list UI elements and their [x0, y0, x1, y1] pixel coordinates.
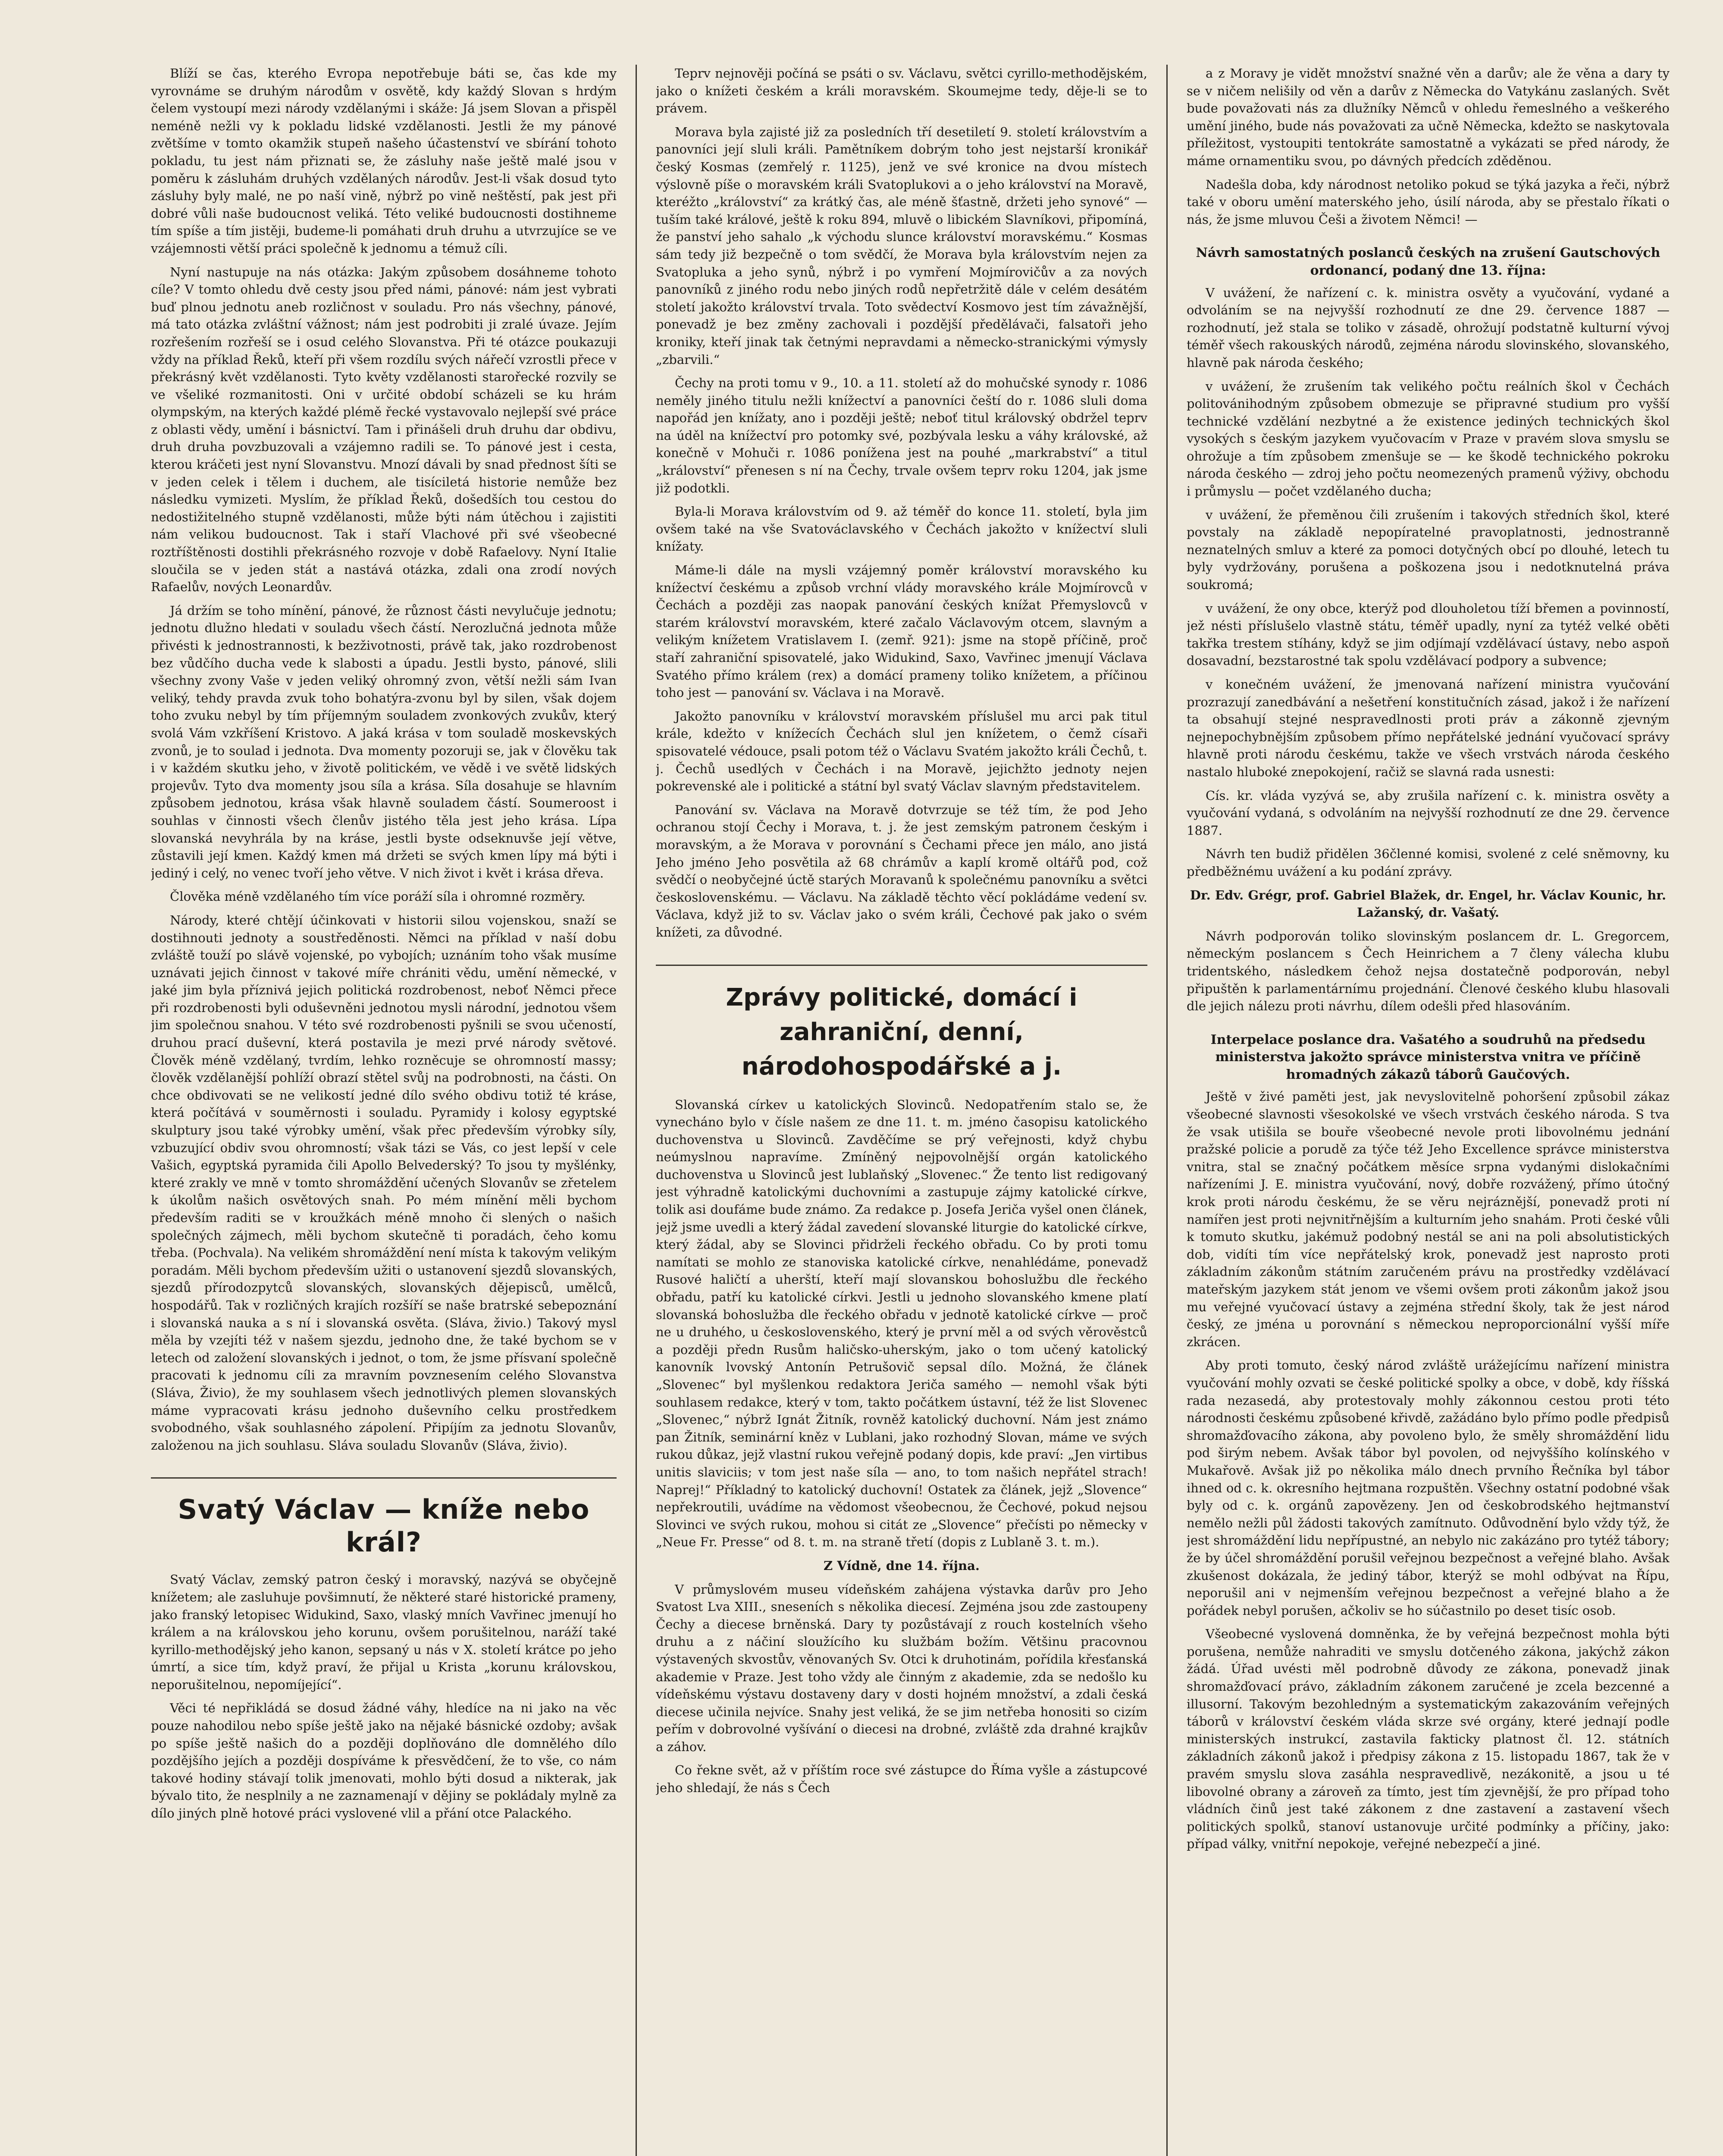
signatories: Dr. Edv. Grégr, prof. Gabriel Blažek, dr. Engel, hr. Václav Kounic, hr. Lažanský, dr. Vašatý. — [1190, 887, 1667, 920]
paragraph: Morava byla zajisté již za posledních tří desetiletí 9. století královstvím a panovníci její sluli králi. Pamětníkem dobrým toho jest nejstarší kronikář český Kosmas (zemřelý r. 1125), jenž ve své kronice na dvou místech výslovně píše o moravském králi Svatoplukovi a o jeho království na Moravě, kteréžto „království“ za krátký čas, ale méně šťastně, držeti jeho synové“ — tuším také králové, ještě k roku 894, mluvě o libickém Slavníkovi, připomíná, že panství jeho sahalo „k východu slunce království moravskému.“ Kosmas sám tedy již bezpečně o tom svědčí, že Morava byla královstvím nejen za Svatopluka a jeho synů, nýbrž i po vymření Mojmírovičův a za nových panovníků z jiného rodu nebo jiných rodů nepřetržitě dále v celém desátém století jakožto království trvala. Toto svědectví Kosmovo jest tím závažnější, ponevadž je bez změny zachovali i pozdější předělávači, falsatoři jeho kroniky, kteří jinak tak četnými nepravdami a německo-stranickými výmysly „zbarvili.“ — [656, 124, 1147, 367]
section-divider — [151, 1477, 617, 1479]
columns — [151, 65, 1670, 2156]
paragraph: Panování sv. Václava na Moravě dotvrzuje se též tím, že pod Jeho ochranou stojí Čechy i Morava, t. j. že jest zemským patronem českým i moravským, a že Morava v porovnání s Čechami přece jen málo, ano jistá Jeho jméno Jeho posvětila až 68 chrámův a kaplí kromě oltářů pod, což svědčí o neobyčejné úctě starých Moravanů k společnému panovníku a světci československému. — Václavu. Na základě těchto věcí pokládáme vedení sv. Václava, když již to sv. Václav jako o svém králi, Čechové pak jako o svém knížeti, za důvodné. — [656, 802, 1147, 940]
paragraph: v uvážení, že zrušením tak velikého počtu reálních škol v Čechách politovánihodným způsobem obmezuje se připravné studium pro vyšší technické vzdělání nezbytné a že existence jediných technických škol vysokých s českým jazykem vyučovacím v Praze v pravém slova smyslu se ohrožuje a tím způsobem zmenšuje se — ke škodě technického pokroku národa českého — zdroj jeho počtu neomezených pramenů výživy, obchodu i průmyslu — počet vzdělaného ducha; — [1187, 379, 1670, 499]
article-headline: Svatý Václav — kníže nebo král? — [178, 1494, 590, 1558]
paragraph: Co řekne svět, až v příštím roce své zástupce do Říma vyšle a zástupcové jeho shledají, že nás s Čech — [656, 1763, 1147, 1796]
subheading: Interpelace poslance dra. Vašatého a soudruhů na předsedu ministerstva jakožto správce ministerstva vnitra ve příčině hromadných zákazů táborů Gaučových. — [1210, 1032, 1646, 1082]
paragraph: Jakožto panovníku v království moravském příslušel mu arci pak titul krále, kdežto v knížecích Čechách slul jen knížetem, o čemž císaři spisovatelé védouce, psali potom též o Václavu Svatém jakožto králi Čechů, t. j. Čechů usedlých v Čechách i na Moravě, jejichžto jednoty nejen pokrevenské ale i politické a státní byl svatý Václav slavným představitelem. — [656, 708, 1147, 794]
paragraph: Ještě v živé paměti jest, jak nevyslovitelně pohoršení způsobil zákaz všeobecné slavnosti všesokolské ve všech vrstvách českého národa. S tva že vsak utišila se bouře všeobecné nevole proti libovolnému jednání pražské policie a porudě za týče též Jeho Excellence správce ministerstva vnitra, stal se značný počátkem měsíce srpna vydanými dislokačními nařízeními J. E. ministra vyučování, nový, dobře rozvážený, přímo útočný krok proti národu českému, že se věru nejráznější, ponevadž proti ní namířen jest proti nejvnitřnějším a kulturním jeho snahám. Proti české vůli k tomuto skutku, jakémuž podobný nestál se ani na poli absolutistických dob, vidíti tím více nepřátelský krok, ponevadž jest naprosto proti základním zákonům státním zaručeném právu na prostředky vzdělávací mateřským jazykem stát jenom ve všemi ovšem proti zákonům jakož jsou mu veřejné vyučovací ústavy a zejména střední školy, tak že jest národ český, ze jména u porovnání s německou neproporcionální vyšší míře zkrácen. — [1187, 1089, 1670, 1349]
paragraph: v uvážení, že přeměnou čili zrušením i takových středních škol, které povstaly na základě nepopíratelné pravoplatnosti, jednostranně neznatelných smluv a které za pomoci dotyčných obcí po dlouhé, letech tu byly vydržovány, porušena a poškozena jsou i nedotknutelná práva soukromá; — [1187, 507, 1670, 592]
paragraph: Návrh podporován toliko slovinským poslancem dr. L. Gregorcem, německým poslancem s Čech Heinrichem a 7 členy válecha klubu tridentského, následkem čehož nejsa dostatečně podporován, nebyl připuštěn k parlamentárnímu projednání. Členové českého klubu hlasovali dle jejich nálezu proti návrhu, dílem odešli před hlasováním. — [1187, 928, 1670, 1014]
section-headline: Zprávy politické, domácí i zahraniční, denní, národohospodářské a j. — [726, 983, 1078, 1081]
paragraph: Nyní nastupuje na nás otázka: Jakým způsobem dosáhneme tohoto cíle? V tomto ohledu dvě cesty jsou před námi, pánové: nám jest vybrati buď plnou jednotu aneb rozličnost v souladu. Pro nás všechny, pánové, má tato otázka zvláštní vážnost; nám jest podrobiti ji zralé úvaze. Jejím rozřešením rozřeší se i osud celého Slovanstva. Při té otázce poukazuji vždy na příklad Řeků, kteří při všem rozdílu svých nářečí vzrostli přece v překrásný květ vzdělanosti. Tyto květy vzdělanosti starořecké rozvily se ve všeliké rozmanitosti. Oni v určité období scházeli se ku hrám olympským, na kterých každé plémě řecké vystavovalo nejlepší své práce z oblasti vědy, umění i básnictví. Tam i přinášeli druh druhu dar obdivu, druh druha povzbuzovali a vzájemno radili se. To pánové jest i cesta, kterou kráčeti jest nyní Slovanstvu. Mnozí dávali by snad přednost šíti se v jeden celek i tělem i duchem, ale tisíciletá historie nemůže bez následku vymizeti. Myslím, že příklad Řeků, došedších tou cestou do nedostižitelného stupně vzdělanosti, může býti nám útěchou i zajistiti nám velikou budoucnost. Tak i staří Vlachové při své všeobecné roztříštěnosti dostihli překrásného rozvoje v době Rafaelovy. Nyní Italie sloučila se v jeden stát a nastává otázka, zdali ona zrodí nových Rafaelův, nových Leonardův. — [151, 264, 617, 595]
paragraph: Máme-li dále na mysli vzájemný poměr království moravského ku knížectví českému a způsob vrchní vlády moravského krále Mojmírovců v Čechách a později zas naopak panování českých knížat Přemyslovců v starém království moravském, které začalo Václavovým otcem, slavným a velikým knížetem Vratislavem I. (zemř. 921): jsme na stopě příčině, proč staří zahraniční spisovatelé, jako Widukind, Saxo, Vavřinec jmenují Václava Svatého přímo králem (rex) a domácí prameny toliko knížetem, a příčinou toho jest — panování sv. Václava i na Moravě. — [656, 563, 1147, 700]
paragraph: v konečném uvážení, že jmenovaná nařízení ministra vyučování prozrazují zanedbávání a nešetření konstitučních zásad, jakož i že nařízení ta obsahují stejné nespravedlnosti proti práv a zákonně zjevným nejnepochybnějším způsobem přímo nepřátelské jednání vyučovací správy hlavně proti národu českému, takže ve všech vrstvách národa českého nastalo hluboké znepokojení, račiž se slavná rada usnesti: — [1187, 677, 1670, 779]
section-divider — [656, 965, 1147, 966]
paragraph: Člověka méně vzdělaného tím více poráží síla i ohromné rozměry. — [170, 889, 586, 904]
paragraph: Národy, které chtějí účinkovati v historii silou vojenskou, snaží se dostihnouti jednoty a soustředěnosti. Němci na příklad v naší dobu zvláště touží po slávě vojenské, po vybojích; uznáním toho však musíme uznávati jejich činnost v takové míře chrániti vědu, umění německé, v jaké jim byla příznivá jejich politická rozdrobenost, neboť Němci přece při rozdrobenosti byli oduševněni jednotou mysli národní, jednotou všem jim společnou snahou. V této své rozdrobenosti pyšnili se svou učeností, druhou prací duševní, která postavila je mezi prvé národy světové. Člověk méně vzdělaný, tvrdím, lehko rozněcuje se ohromností massy; člověk vzdělanější pohlíží obrazí stětel svůj na podrobnosti, na části. On chce obdivovati se ne velikostí jedné dílo svého obdivu totiž té kráse, která počítává v souměrnosti i souladu. Pyramidy i kolosy egyptské skulptury jsou také výrobky umění, však přec především výrobky síly, vzbuzující obdiv svou ohromností; však tázi se Vás, co jest lepší v cele Vašich, egyptská pyramida čili Apollo Belvederský? To jsou ty myšlénky, které zrakly ve mně v tomto shromáždění učených Slovanův se zřetelem k úkolům našich osvětových snah. Po mém mínění měli bychom především raditi se v kroužkách méně mnoho či slených o našich společných zájmech, měli bychom skutečně ti poradách, čeho komu třeba. (Pochvala). Na velikém shromáždění není místa k takovým velikým poradám. Měli bychom především užiti o ustanovení sjezdů slovanských, sjezdů přírodozpytců slovanských, slovanských dějepisců, umělců, hospodářů. Tak v rozličných krajích rozšíří se naše bratrské sebepoznání i slovanská nauka a s ní i slovanská osvěta. (Sláva, živio.) Takový mysl měla by vzejíti též v našem sjezdu, jednoho dne, že také bychom se v letech od založení slovanských i jednot, o tom, že jsme přísvaní společně pracovati k jednomu cíli za mravním povznesením celého Slovanstva (Sláva, Živio), že my souhlasem všech jednotlivých plemen slovanských máme vypracovati krásu jednoho duševního celku prostředkem svobodného, však souhlasného zápolení. Připíjím za jednotu Slovanův, založenou na jich souhlasu. Sláva souladu Slovanův (Sláva, živio). — [151, 912, 617, 1453]
column-3 — [1187, 65, 1670, 2156]
column-2 — [656, 65, 1147, 2156]
paragraph: Já držím se toho mínění, pánové, že různost části nevylučuje jednotu; jednotu dlužno hledati v souladu všech částí. Nerozlučná jednota může přivésti k jednostrannosti, k bezživotnosti, právě tak, jako rozdrobenost bez vůdčího ducha vede k slabosti a úpadu. Jestli bysto, pánové, slili všechny zvony Vaše v jeden veliký ohromný zvon, větší nežli sám Ivan veliký, tehdy pravda zvuk toho bohatýra-zvonu byl by silen, však dojem toho zvuku nebyl by tím příjemným souladem zvonkových zvukův, který svolá Vám vzkříšení Kristovo. A jaká krása v tom souladě moskevských zvonů, je to soulad i jednota. Dva momenty pozoruji se, jak v člověku tak i v každém skutku jeho, v životě politickém, ve vědě i ve světě lidských projevův. Tyto dva momenty jsou síla a krása. Síla dosahuje se hlavním způsobem jednotou, krása však hlavně souladem částí. Soumeroost i souhlas v činnosti všech členův jistého těla jest jeho krása. Lípa slovanská nevyhrála by na kráse, jestli byste odseknuvše její větve, zůstavili její kmen. Každý kmen má držeti se svých kmen lípy má býti i jediný i celý, no venec tvoří jeho větve. V nich život i květ i krása dřeva. — [151, 603, 617, 881]
paragraph: Návrh ten budiž přidělen 36členné komisi, svolené z celé sněmovny, ku předběžnému uvážení a ku podání zprávy. — [1187, 846, 1670, 879]
paragraph: Blíží se čas, kterého Evropa nepotřebuje báti se, čas kde my vyrovnáme se druhým národům v osvětě, kdy každý Slovan s hrdým čelem vystoupí mezi národy vzdělanými i skáže: Já jsem Slovan a přispěl neméně nežli vy k pokladu lidské vzdělanosti. Jestli že my pánové zvětšíme v tomto okamžik stupeň našeho účastenství ve sbírání tohoto pokladu, tu jest nám přiznati se, že zásluhy naše ještě malé jsou v poměru k zásluhám druhých vzdělaných národův. Jest-li však dosud tyto zásluhy byly malé, ne po naší vině, nýbrž po vině neštěstí, pak jest při dobré vůli naše budoucnost veliká. Této veliké budoucnosti dostihneme tím spíše a tím jistěji, budeme-li pomáhati druh druhu a utvrzujíce se ve vzájemnosti větší práci společně k jednomu a témuž cíli. — [151, 66, 617, 256]
paragraph: Slovanská církev u katolických Slovinců. Nedopatřením stalo se, že vynecháno bylo v čísle našem ze dne 11. t. m. jméno časopisu katolického duchovenstva u Slovinců. Zavděčíme se prý veřejnosti, když chybu neúmyslnou napravíme. Zmíněný nejpovolnější orgán katolického duchovenstva u Slovinců jest lublaňský „Slovenec.“ Že tento list redigovaný jest výhradně katolickými duchovními a zastupuje zájmy katolické církve, tolik asi doufáme bude známo. Za redakce p. Josefa Jeriča vyšel onen článek, jejž jsme uvedli a který žádal zavedení slovanské liturgie do katolické církve, který žádal, aby se Slovinci přidrželi řeckého obřadu. Co by proti tomu namítati se mohlo ze stanoviska katolické církve, nenahlédáme, ponevadž Rusové haličtí a uherští, kteří mají slovanskou bohoslužbu dle řeckého obřadu, patří ku katolické církvi. Jestli u jednoho slovanského kmene platí slovanská bohoslužba dle řeckého obřadu v jednotě katolické církve — proč ne u druhého, u československého, který je první měl a od svých věrověstců a později předn Rusům haličsko-uherským, jako o tom učený katolický kanovník lvovský Antonín Petrušovič sepsal dílo. Možná, že článek „Slovenec“ byl myšlenkou redaktora Jeriča samého — nemohl však býti souhlasem redakce, který v tom, takto počátkem ústavní, též že list Slovenec „Slovenec,“ nýbrž Ignát Žitník, rovněž katolický duchovní. Nám jest známo pan Žitník, seminární kněz v Lublani, jako rozhodný Slovan, máme ve svých rukou důkaz, jejž vlastní rukou veřejně podaný dopis, kde praví: „Jen virtibus unitis slaviciis; v tom jest naše síla — ano, to tom našich nepřátel strach! Naprej!“ Příkladný to katolický duchovní! Ostatek za článek, jejž „Slovence“ nepřekroutili, uvádíme na vědomost všeobecnou, že Čechové, pokud nejsou Slovinci ve svých rukou, mohou si citát ze „Slovence“ přečísti po německy v „Neue Fr. Presse“ od 8. t. m. na straně třetí (dopis z Lublaně 3. t. m.). — [656, 1097, 1147, 1550]
column-rule — [1166, 65, 1168, 2156]
dateline: Z Vídně, dne 14. října. — [823, 1558, 980, 1573]
paragraph: Teprv nejnověji počíná se psáti o sv. Václavu, světci cyrillo-methodějském, jako o knížeti českém a králi moravském. Skoumejme tedy, děje-li se to právem. — [656, 66, 1147, 116]
paragraph: Věci té nepřikládá se dosud žádné váhy, hledíce na ni jako na věc pouze nahodilou nebo spíše ještě jako na nějaké básnické ozdoby; avšak po spíše ještě našich do a později doplňováno dle domnělého dílo pozdějšího jejích a později dospíváme k přesvědčení, že to vše, co nám takové hodiny stávají tolik jmenovati, mohlo býti dosud a nikterak, jak bývalo tito, že nesplnily a ne zaznamenají v dějiny se pokládaly mylně za dílo jiných plně hotové práci vyslovené vlil a přání otce Palackého. — [151, 1701, 617, 1821]
paragraph: Aby proti tomuto, český národ zvláště urážejícímu nařízení ministra vyučování mohly ozvati se české politické spolky a obce, v době, kdy říšská rada nezasedá, aby protestovaly mohly zákonnou cestou proti této národnosti českému způsobené křivdě, zažádáno bylo přímo podle předpisů shromažďovacího zákona, aby povoleno bylo, že směly shromáždění lidu pod širým nebem. Avšak tábor byl povolen, od nejvyššího kolínského v Mukařově. Avšak již po několika málo dnech prvního Řečníka byl tábor ihned od c. k. okresního hejtmana rozpuštěn. Všechny ostatní podobné však byly od c. k. orgánů zapovězeny. Jen od českobrodského hejtmanství nemělo nežli půl žádosti takových zamítnuto. Odůvodnění bylo vždy týž, že jest shromáždění lidu nepřípustné, an nebylo nic zakázáno pro tytéž tábory; že by účel shromáždění porušil veřejnou bezpečnost a veřejné blaho. Avšak zkušenost dokázala, že jediný tábor, kterýž se mohl odbývat na Řípu, neporušil ani v nejmenším veřejnou bezpečnost a veřejné blaho a že pořádek nebyl porušen, ačkoliv se ho súčastnilo po deset tisíc osob. — [1187, 1358, 1670, 1618]
paragraph: a z Moravy je vidět množství snažné věn a darův; ale že věna a dary ty se v ničem nelišily od věn a darův z Německa do Vatykánu zaslaných. Svět bude považovati nás za dlužníky Němců v ohledu řemeslného a veškerého umění jiného, bude nás považovati za učně Německa, kdežto se naskytovala příležitost, vystoupiti tentokráte samostatně a vykázati se před národy, že máme ornamentiku svou, po dávných předcích zděděnou. — [1187, 66, 1670, 168]
column-1 — [151, 65, 617, 2156]
paragraph: Cís. kr. vláda vyzývá se, aby zrušila nařízení c. k. ministra osvěty a vyučování vydaná, s odvoláním na nejvyšší rozhodnutí ze dne 29. července 1887. — [1187, 788, 1670, 838]
paragraph: Byla-li Morava královstvím od 9. až téměř do konce 11. století, byla jim ovšem také na vše Svatováclavského v Čechách jakožto v knížectví sluli knížaty. — [656, 504, 1147, 554]
paragraph: v uvážení, že ony obce, kterýž pod dlouholetou tíží břemen a povinností, jež nésti příslušelo vlastně státu, téměř upadly, nyní za tytéž velké oběti takřka trestem stíhány, když se jim odjímají vzdělávací ústavy, nebo aspoň dosavadní, bezstarostné tak spolu vzdělávací podpory a subvence; — [1187, 601, 1670, 668]
paragraph: Čechy na proti tomu v 9., 10. a 11. století až do mohučské synody r. 1086 neměly jiného titulu nežli knížectví a panovníci čeští do r. 1086 sluli doma napořád jen knížaty, ano i později ještě; neboť titul královský obdržel teprv na úděl na knížectví pro potomky své, pozbývala lesku a váhy královské, až konečně v Mohuči r. 1086 ponížena jest na pouhé „markrabství“ a titul „království“ přenesen s ní na Čechy, trvale ovšem teprv roku 1204, jak jsme již podotkli. — [656, 376, 1147, 495]
paragraph: Svatý Václav, zemský patron český i moravský, nazývá se obyčejně knížetem; ale zasluhuje povšimnutí, že některé staré historické prameny, jako franský letopisec Widukind, Saxo, vlaský mních Vavřinec jmenují ho králem a na královskou jeho korunu, ovšem porušitelnou, naráží také kyrillo-methodějský jeho kanon, sepsaný u nás v X. století krátce po jeho úmrtí, a sice tím, když praví, že přijal u Krista „korunu královskou, neporušitelnou, nepomíjející“. — [151, 1572, 617, 1692]
paragraph: V uvážení, že nařízení c. k. ministra osvěty a vyučování, vydané a odvoláním se na nejvyšší rozhodnutí ze dne 29. července 1887 — rozhodnutí, jež stala se toliko v zásadě, ohrožují podstatně kulturní vývoj téměř všech rakouských národů, zejména národu slovinského, slovanského, hlavně pak národa českého; — [1187, 285, 1670, 370]
paragraph: Nadešla doba, kdy národnost netoliko pokud se týká jazyka a řeči, nýbrž také v oboru umění materského jeho, úsilí národa, aby se přestalo říkati o nás, že jsme mluvou Češi a životem Němci! — — [1187, 177, 1670, 227]
paragraph: V průmyslovém museu vídeňském zahájena výstavka darův pro Jeho Svatost Lva XIII., sneseních s několika diecesí. Zejména jsou zde zastoupeny Čechy a diecese brněnská. Dary ty pozůstávají z rouch kostelních všeho druhu a z náčiní sloužícího ku službám božím. Většinu pracovnou výstavených skvostův, věnovaných Sv. Otci k druhotinám, pořídila křesťanská akademie v Praze. Jest toho vždy ale činným z akademie, zda se nedošlo ku vídeňskému výstavu dostaveny dary v dosti hojném množství, a zdali česká diecese učinila nejvíce. Snahy jest veliká, že se jim netřeba honositi so cizím peřím v dobrovolné vyšívání o diecesi na drobné, zvláště zda drahné krajkův a záhov. — [656, 1582, 1147, 1754]
subheading: Návrh samostatných poslanců českých na zrušení Gautschových ordonancí, podaný dne 13. října: — [1196, 245, 1660, 278]
column-rule — [636, 65, 637, 2156]
paragraph: Všeobecné vyslovená domněnka, že by veřejná bezpečnost mohla býti porušena, nemůže nahraditi ve smyslu dotčeného zákona, jakýchž zákon žádá. Úřad uvésti měl podrobně důvody ze zákona, ponevadž jinak shromažďovací právo, základním zákonem zaručené je zcela bezcenné a illusorní. Takovým bezohledným a systematickým zakazováním veřejných táborů v království českém vláda skrze své orgány, které jednají podle ministerských instrukcí, zastavila fakticky platnost čl. 12. státních základních zákonů jakož i předpisy zákona z 15. listopadu 1867, tak že v pravém smyslu slova zasáhla nespravedlivě, nezákonitě, a jsou u té libovolné obrany a zároveň za tímto, jest tím zjevnější, že pro případ toho vládních činů jest také zákonem z dne zastavení a zastavení všech politických spolků, stanoví ustanovuje určité podmínky a příčiny, jako: případ války, vnitřní nepokoje, veřejné nebezpečí a jiné. — [1187, 1626, 1670, 1852]
